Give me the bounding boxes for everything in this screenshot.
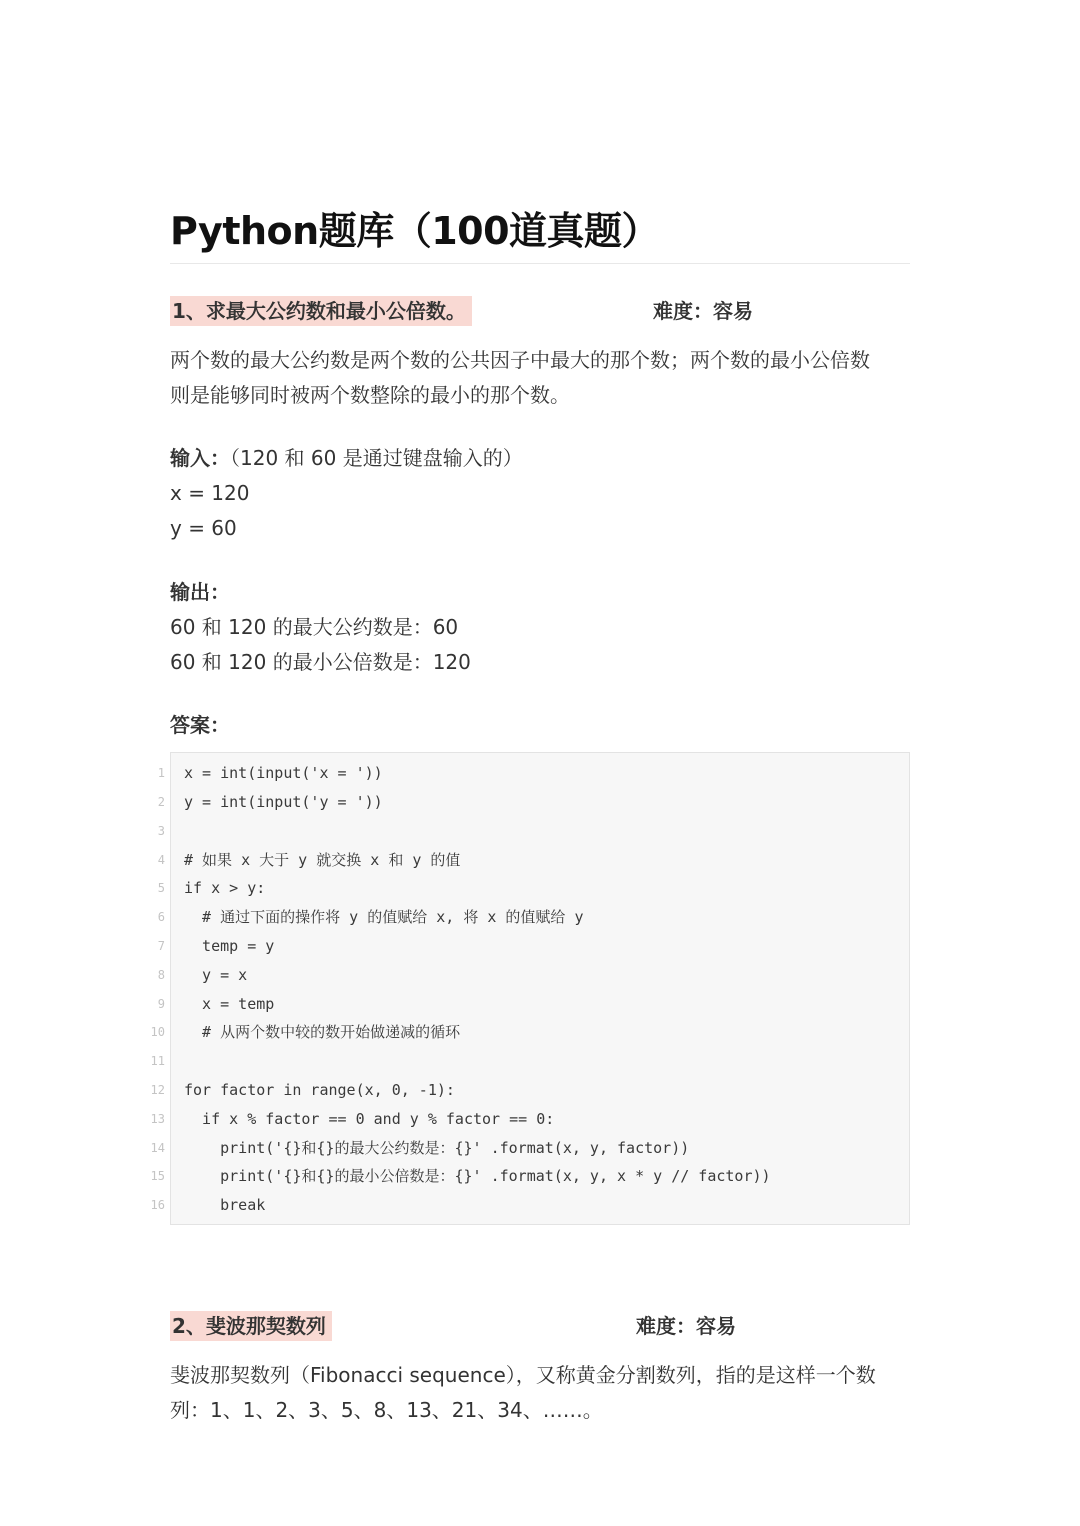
question-1-answer <box>170 708 910 743</box>
question-1-description <box>170 343 910 413</box>
question-1-header <box>170 296 910 326</box>
input-note: （120 和 60 是通过键盘输入的） <box>230 446 523 470</box>
code-line <box>150 1076 909 1105</box>
line-number: 9 <box>157 997 165 1011</box>
code-text: # 从两个数中较的数开始做递减的循环 <box>184 1023 461 1041</box>
code-line <box>157 846 909 875</box>
input-line: x = 120 <box>170 481 250 505</box>
code-text: if x > y: <box>184 879 266 897</box>
line-number: 15 <box>150 1169 165 1183</box>
line-number: 4 <box>157 853 165 867</box>
line-number: 10 <box>150 1025 165 1039</box>
line-number: 14 <box>150 1141 165 1155</box>
code-line <box>157 788 909 817</box>
code-line <box>150 1162 909 1191</box>
code-line <box>150 1047 909 1076</box>
code-text: # 如果 x 大于 y 就交换 x 和 y 的值 <box>184 851 461 869</box>
code-text: print('{}和{}的最小公倍数是：{}' .format(x, y, x * y // factor)) <box>184 1167 771 1185</box>
line-number: 5 <box>157 881 165 895</box>
output-label: 输出： <box>170 580 230 604</box>
line-number: 11 <box>150 1054 165 1068</box>
code-text: # 通过下面的操作将 y 的值赋给 x, 将 x 的值赋给 y <box>184 908 584 926</box>
line-number: 8 <box>157 968 165 982</box>
line-number: 13 <box>150 1112 165 1126</box>
question-1-title: 1、求最大公约数和最小公倍数。 <box>170 296 472 326</box>
page-title: Python题库（100道真题） <box>170 209 660 253</box>
input-heading <box>170 441 910 476</box>
input-line: y = 60 <box>170 516 237 540</box>
title-divider <box>170 263 910 264</box>
description-line: 两个数的最大公约数是两个数的公共因子中最大的那个数；两个数的最小公倍数 <box>170 348 870 372</box>
line-number: 1 <box>157 766 165 780</box>
code-line <box>157 759 909 788</box>
line-number: 7 <box>157 939 165 953</box>
code-line <box>150 1191 909 1220</box>
description-line: 列：1、1、2、3、5、8、13、21、34、……。 <box>170 1398 603 1422</box>
question-1-difficulty: 难度：容易 <box>653 299 753 323</box>
question-2-title: 2、斐波那契数列 <box>170 1311 332 1341</box>
code-text: print('{}和{}的最大公约数是：{}' .format(x, y, factor)) <box>184 1139 690 1157</box>
code-line <box>157 932 909 961</box>
code-text: break <box>184 1196 266 1214</box>
code-text: x = int(input('x = ')) <box>184 764 383 782</box>
question-1-input <box>170 441 910 546</box>
code-line <box>157 961 909 990</box>
code-text: y = x <box>184 966 248 984</box>
question-2-description <box>170 1358 910 1428</box>
line-number: 6 <box>157 910 165 924</box>
code-text: x = temp <box>184 995 275 1013</box>
output-line: 60 和 120 的最小公倍数是：120 <box>170 650 471 674</box>
code-line <box>157 817 909 846</box>
code-block[interactable] <box>150 752 910 1225</box>
line-number: 2 <box>157 795 165 809</box>
code-line <box>157 874 909 903</box>
line-number: 16 <box>150 1198 165 1212</box>
description-line: 斐波那契数列（Fibonacci sequence），又称黄金分割数列，指的是这样一个数 <box>170 1363 876 1387</box>
code-line <box>157 990 909 1019</box>
code-text: y = int(input('y = ')) <box>184 793 383 811</box>
code-text: if x % factor == 0 and y % factor == 0: <box>184 1110 555 1128</box>
output-line: 60 和 120 的最大公约数是：60 <box>170 615 459 639</box>
question-1-output <box>170 575 910 680</box>
code-text: temp = y <box>184 937 275 955</box>
code-line <box>150 1134 909 1163</box>
code-line <box>157 903 909 932</box>
code-line <box>150 1105 909 1134</box>
code-line <box>150 1018 909 1047</box>
answer-label: 答案： <box>170 713 230 737</box>
description-line: 则是能够同时被两个数整除的最小的那个数。 <box>170 383 570 407</box>
question-2-header <box>170 1311 910 1341</box>
line-number: 3 <box>157 824 165 838</box>
input-label: 输入： <box>170 446 230 470</box>
line-number: 12 <box>150 1083 165 1097</box>
code-text: for factor in range(x, 0, -1): <box>184 1081 455 1099</box>
question-2-difficulty: 难度：容易 <box>636 1314 736 1338</box>
